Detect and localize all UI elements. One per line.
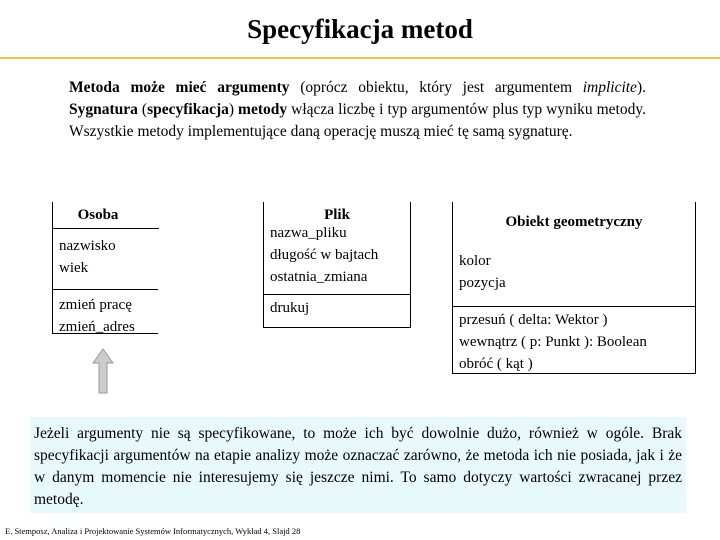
class-obiekt-methods bbox=[453, 306, 695, 377]
intro-bold-signature: Sygnatura bbox=[69, 101, 138, 118]
class-osoba-method-2: zmień_adres bbox=[59, 319, 135, 335]
class-osoba bbox=[52, 202, 158, 334]
intro-bold-specification: specyfikacja bbox=[147, 101, 229, 118]
class-plik-attributes bbox=[264, 222, 410, 294]
intro-paragraph bbox=[69, 77, 646, 143]
class-osoba-method-1: zmień pracę bbox=[59, 297, 132, 313]
class-obiekt-method-2: wewnątrz ( p: Punkt ): Boolean bbox=[459, 334, 647, 350]
class-plik-name: Plik bbox=[324, 207, 350, 223]
intro-bold-method: metody bbox=[238, 101, 288, 118]
class-osoba-attr-1: nazwisko bbox=[59, 238, 116, 254]
class-osoba-attr-2: wiek bbox=[59, 260, 89, 276]
class-osoba-attributes bbox=[53, 229, 158, 289]
intro-bold-methods-args: Metoda może mieć argumenty bbox=[69, 79, 290, 96]
intro-text-1: (oprócz obiektu, który jest argumentem bbox=[289, 79, 583, 96]
intro-text-2: ). bbox=[636, 79, 646, 96]
class-plik-attr-2: długość w bajtach bbox=[270, 247, 379, 263]
slide-footer: E. Stemposz, Analiza i Projektowanie Systemów Informatycznych, Wykład 4, Slajd 28 bbox=[5, 526, 301, 536]
intro-text-5: włącza liczbę i typ argumentów plus typ wyniku metody. Wszystkie metody implementujące daną operację muszą mieć tę samą sygnaturę. bbox=[69, 101, 646, 140]
class-osoba-methods bbox=[53, 289, 158, 340]
class-obiekt-attributes bbox=[453, 246, 695, 306]
slide-title: Specyfikacja metod bbox=[247, 14, 473, 44]
note-box: Jeżeli argumenty nie są specyfikowane, to może ich być dowolnie dużo, również w ogóle. Brak specyfikacji argumentów na etapie analizy może oznaczać zarówno, że metoda ich nie posiada, jak i że w danym momencie nie interesujemy się jeszcze nimi. To samo dotyczy wartości zwracanej przez metodę. bbox=[30, 417, 686, 513]
class-plik bbox=[263, 202, 411, 328]
title-divider bbox=[0, 57, 720, 59]
intro-italic-implicite: implicite bbox=[582, 79, 637, 96]
class-obiekt-method-1: przesuń ( delta: Wektor ) bbox=[459, 312, 608, 328]
class-osoba-name: Osoba bbox=[53, 202, 159, 229]
up-arrow-icon bbox=[92, 348, 114, 394]
intro-text-3: ( bbox=[137, 101, 148, 118]
class-obiekt-name: Obiekt geometryczny bbox=[505, 214, 643, 230]
class-plik-methods bbox=[264, 294, 410, 321]
class-plik-attr-3: ostatnia_zmiana bbox=[270, 269, 368, 285]
class-plik-attr-1: nazwa_pliku bbox=[270, 225, 347, 241]
intro-text-4: ) bbox=[228, 101, 239, 118]
class-obiekt-attr-2: pozycja bbox=[459, 275, 506, 291]
class-plik-method-1: drukuj bbox=[270, 300, 310, 316]
class-obiekt-attr-1: kolor bbox=[459, 253, 491, 269]
class-obiekt-geometryczny bbox=[452, 202, 696, 374]
class-obiekt-method-3: obróć ( kąt ) bbox=[459, 356, 533, 372]
